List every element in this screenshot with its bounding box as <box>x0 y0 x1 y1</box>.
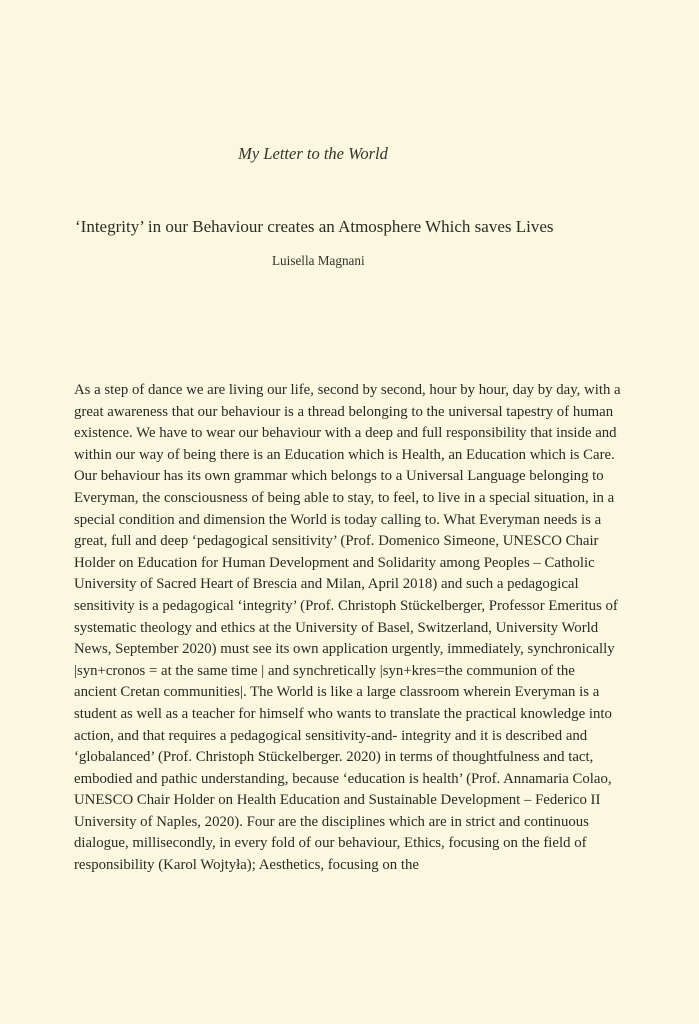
body-line: dialogue, millisecondly, in every fold of our behaviour, Ethics, focusing on the field of <box>74 835 587 852</box>
body-line: ancient Cretan communities|. The World is like a large classroom wherein Everyman is a <box>74 684 600 701</box>
body-line: University of Sacred Heart of Brescia and Milan, April 2018) and such a pedagogical <box>74 576 579 593</box>
body-text <box>74 380 634 877</box>
body-line: sensitivity is a pedagogical ‘integrity’ (Prof. Christoph Stückelberger, Professor Emeritus of <box>74 597 618 614</box>
series-title: My Letter to the World <box>238 144 388 163</box>
body-line: Holder on Education for Human Development and Solidarity among Peoples – Catholic <box>74 554 595 571</box>
body-line: As a step of dance we are living our life, second by second, hour by hour, day by day, with a <box>74 382 621 398</box>
body-line: student as well as a teacher for himself who wants to translate the practical knowledge into <box>74 705 612 722</box>
body-line: |syn+cronos = at the same time | and synchretically |syn+kres=the communion of the <box>74 662 575 679</box>
body-line: great, full and deep ‘pedagogical sensitivity’ (Prof. Domenico Simeone, UNESCO Chair <box>74 533 599 550</box>
body-line: within our way of being there is an Education which is Health, an Education which is Care. <box>74 446 615 463</box>
body-line: existence. We have to wear our behaviour with a deep and full responsibility that inside and <box>74 425 617 442</box>
body-line: University of Naples, 2020). Four are the disciplines which are in strict and continuous <box>74 813 589 830</box>
body-line: ‘globalanced’ (Prof. Christoph Stückelberger. 2020) in terms of thoughtfulness and tact, <box>74 749 594 766</box>
body-line: responsibility (Karol Wojtyła); Aesthetics, focusing on the <box>74 857 419 874</box>
body-line: special condition and dimension the World is today calling to. What Everyman needs is a <box>74 511 602 528</box>
article-title: ‘Integrity’ in our Behaviour creates an Atmosphere Which saves Lives <box>75 217 554 236</box>
body-line: Our behaviour has its own grammar which belongs to a Universal Language belonging to <box>74 468 604 485</box>
body-line: News, September 2020) must see its own application urgently, immediately, synchronically <box>74 641 615 658</box>
body-line: Everyman, the consciousness of being able to stay, to feel, to live in a special situation, in a <box>74 489 615 506</box>
author-name: Luisella Magnani <box>272 253 365 268</box>
body-line: great awareness that our behaviour is a thread belonging to the universal tapestry of human <box>74 403 614 420</box>
body-line: systematic theology and ethics at the University of Basel, Switzerland, University World <box>74 619 599 636</box>
body-line: action, and that requires a pedagogical sensitivity-and- integrity and it is described and <box>74 727 588 744</box>
body-line: UNESCO Chair Holder on Health Education and Sustainable Development – Federico II <box>74 792 601 809</box>
body-line: embodied and pathic understanding, because ‘education is health’ (Prof. Annamaria Colao, <box>74 770 612 787</box>
